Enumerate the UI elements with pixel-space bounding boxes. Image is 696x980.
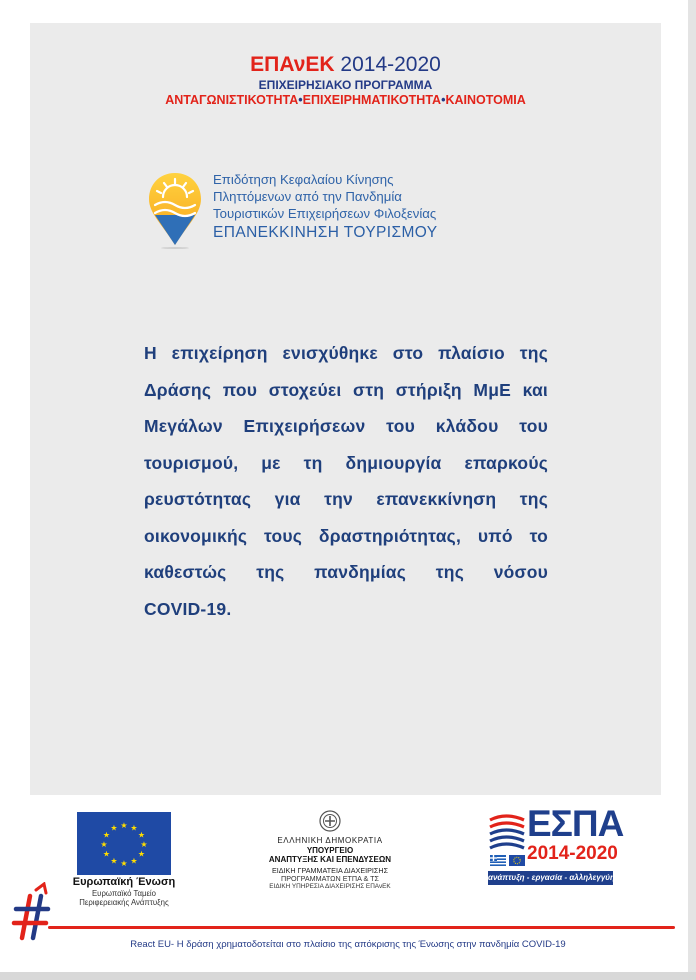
body-line: οικονομικής τους δραστηριότητας, υπό το bbox=[144, 525, 548, 546]
svg-text:★: ★ bbox=[110, 823, 118, 833]
svg-text:★: ★ bbox=[120, 859, 128, 868]
sun-waves-pin-icon bbox=[147, 171, 203, 249]
logo-line-1: Επιδότηση Κεφαλαίου Κίνησης bbox=[213, 172, 394, 187]
svg-text:★: ★ bbox=[100, 840, 108, 849]
svg-text:★: ★ bbox=[130, 856, 138, 866]
axis-entrepreneurship: ΕΠΙΧΕΙΡΗΜΑΤΙΚΟΤΗΤΑ bbox=[302, 93, 442, 107]
logo-line-3: Τουριστικών Επιχειρήσεων Φιλοξενίας bbox=[213, 206, 437, 221]
react-eu-hashtag-icon bbox=[10, 882, 54, 942]
separator-dot: • bbox=[298, 93, 303, 107]
greek-flag-icon bbox=[490, 855, 506, 866]
logo-line-2: Πληττόμενων από την Πανδημία bbox=[213, 189, 402, 204]
svg-text:★: ★ bbox=[130, 823, 138, 833]
eu-title: Ευρωπαϊκή Ένωση bbox=[72, 876, 176, 888]
eu-subtitle bbox=[66, 889, 182, 907]
program-years: 2014-2020 bbox=[340, 53, 441, 76]
gov-line-3: ΑΝΑΠΤΥΞΗΣ ΚΑΙ ΕΠΕΝΔΥΣΕΩΝ bbox=[268, 855, 392, 864]
axis-competitiveness: ΑΝΤΑΓΩΝΙΣΤΙΚΟΤΗΤΑ bbox=[165, 93, 299, 107]
footer-divider bbox=[48, 926, 675, 929]
eu-subtitle-1: Ευρωπαϊκό Ταμείο bbox=[91, 889, 156, 898]
svg-text:★: ★ bbox=[110, 856, 118, 866]
body-line: ρευστότητας για την επανεκκίνηση της bbox=[144, 489, 548, 509]
svg-text:★: ★ bbox=[137, 830, 146, 840]
svg-text:★: ★ bbox=[102, 849, 111, 859]
program-logo-text bbox=[213, 171, 438, 242]
body-line: Η επιχείρηση ενισχύθηκε στο πλαίσιο της bbox=[144, 343, 548, 363]
espa-title: ΕΣΠΑ bbox=[527, 803, 624, 844]
svg-text:★: ★ bbox=[137, 849, 146, 859]
brand-name: ΕΠΑνΕΚ bbox=[250, 53, 335, 76]
separator-dot: • bbox=[441, 93, 446, 107]
gov-line-6: ΕΙΔΙΚΗ ΥΠΗΡΕΣΙΑ ΔΙΑΧΕΙΡΙΣΗΣ ΕΠΑνΕΚ bbox=[269, 883, 391, 890]
svg-text:★: ★ bbox=[120, 821, 128, 830]
greek-emblem-icon bbox=[319, 810, 341, 832]
react-eu-statement: React EU- Η δράση χρηματοδοτείται στο πλαίσιο της απόκρισης της Ένωσης στην πανδημία COVID-19 bbox=[130, 939, 566, 950]
page-edge-right bbox=[688, 0, 696, 980]
page-edge-bottom bbox=[0, 972, 696, 980]
body-paragraph bbox=[144, 335, 548, 627]
gov-line-2: ΥΠΟΥΡΓΕΙΟ bbox=[306, 846, 354, 855]
eu-subtitle-2: Περιφερειακής Ανάπτυξης bbox=[79, 898, 169, 907]
program-axes bbox=[30, 93, 661, 108]
logo-line-4: ΕΠΑΝΕΚΚΙΝΗΣΗ ΤΟΥΡΙΣΜΟΥ bbox=[213, 224, 438, 241]
eu-mini-flag-icon bbox=[509, 855, 525, 866]
body-line: Δράσης που στοχεύει στη στήριξη ΜμΕ και bbox=[144, 379, 548, 400]
espa-years: 2014-2020 bbox=[527, 843, 618, 864]
body-line: τουρισμού, με τη δημιουργία επαρκούς bbox=[144, 452, 548, 473]
body-line: καθεστώς της πανδημίας της νόσου bbox=[144, 562, 548, 582]
eu-flag-icon bbox=[77, 812, 171, 875]
axis-innovation: ΚΑΙΝΟΤΟΜΙΑ bbox=[445, 93, 526, 107]
gov-line-4: ΕΙΔΙΚΗ ΓΡΑΜΜΑΤΕΙΑ ΔΙΑΧΕΙΡΙΣΗΣ bbox=[271, 866, 389, 875]
program-title bbox=[30, 53, 661, 77]
body-line: COVID-19. bbox=[144, 598, 232, 619]
ministry-logo bbox=[245, 810, 415, 891]
program-subtitle: ΕΠΙΧΕΙΡΗΣΙΑΚΟ ΠΡΟΓΡΑΜΜΑ bbox=[258, 78, 433, 92]
svg-text:★: ★ bbox=[140, 840, 148, 849]
gov-line-1: ΕΛΛΗΝΙΚΗ ΔΗΜΟΚΡΑΤΙΑ bbox=[277, 836, 383, 845]
body-line: Μεγάλων Επιχειρήσεων του κλάδου του bbox=[144, 416, 548, 436]
espa-slogan: ανάπτυξη - εργασία - αλληλεγγύη bbox=[488, 871, 613, 885]
svg-text:★: ★ bbox=[102, 830, 111, 840]
content-panel bbox=[30, 23, 661, 795]
gov-line-5: ΠΡΟΓΡΑΜΜΑΤΩΝ ΕΤΠΑ & ΤΣ bbox=[281, 874, 379, 883]
